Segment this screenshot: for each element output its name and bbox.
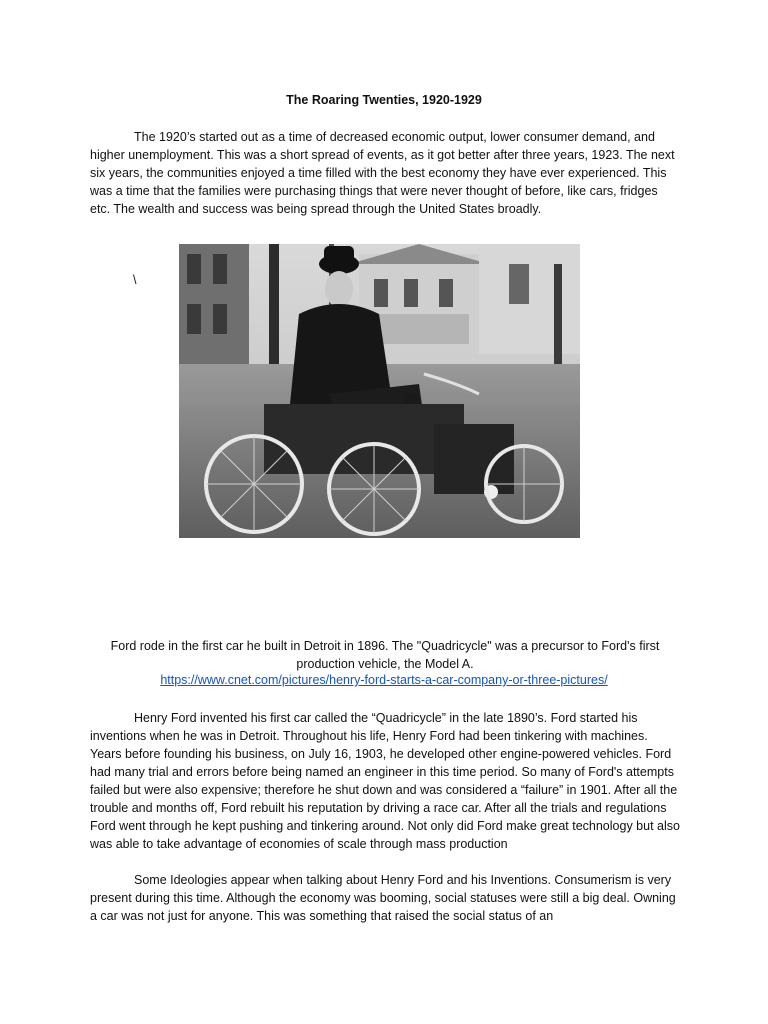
source-link[interactable]: https://www.cnet.com/pictures/henry-ford-starts-a-car-company-or-three-pictures/ (160, 673, 608, 687)
paragraph-intro-text: The 1920’s started out as a time of decreased economic output, lower consumer demand, and higher unemployment. This was a short spread of events, as it got better after three years, 1923. The next six years, the communities enjoyed a time filled with the best economy they have ever experienced. This was a time that the families were purchasing things that were never thought of before, like cars, fridges etc. The wealth and success was being spread through the United States broadly. (90, 130, 675, 216)
paragraph-ideologies (90, 871, 680, 925)
paragraph-ford-text: Henry Ford invented his first car called the “Quadricycle” in the late 1890’s. Ford started his inventions when he was in Detroit. Throughout his life, Henry Ford had been tinkering with machines. Years before founding his business, on July 16, 1903, he developed other engine-powered vehicles. Ford had many trial and errors before being named an engineer in this time period. So many of Ford's attempts failed but were also expensive; therefore he shut down and was considered a “failure” in 1901. After all the trouble and months off, Ford rebuilt his reputation by driving a race car. After all the trials and regulations Ford went through he kept pushing and tinkering around. Not only did Ford make great technology but also was able to take advantage of economies of scale through mass production (90, 711, 680, 851)
document-title: The Roaring Twenties, 1920-1929 (286, 93, 482, 107)
paragraph-ford (90, 709, 680, 853)
source-link-line (0, 673, 768, 687)
quadricycle-photo (179, 244, 580, 538)
paragraph-ideologies-text: Some Ideologies appear when talking about Henry Ford and his Inventions. Consumerism is very present during this time. Although the economy was booming, social statuses were still a big deal. Owning a car was not just for anyone. This was something that raised the social status of an (90, 873, 676, 923)
stray-backslash: \ (133, 273, 137, 287)
photo-caption: Ford rode in the first car he built in Detroit in 1896. The "Quadricycle" was a precursor to Ford's first production vehicle, the Model A. (110, 639, 660, 671)
paragraph-intro (90, 128, 680, 218)
